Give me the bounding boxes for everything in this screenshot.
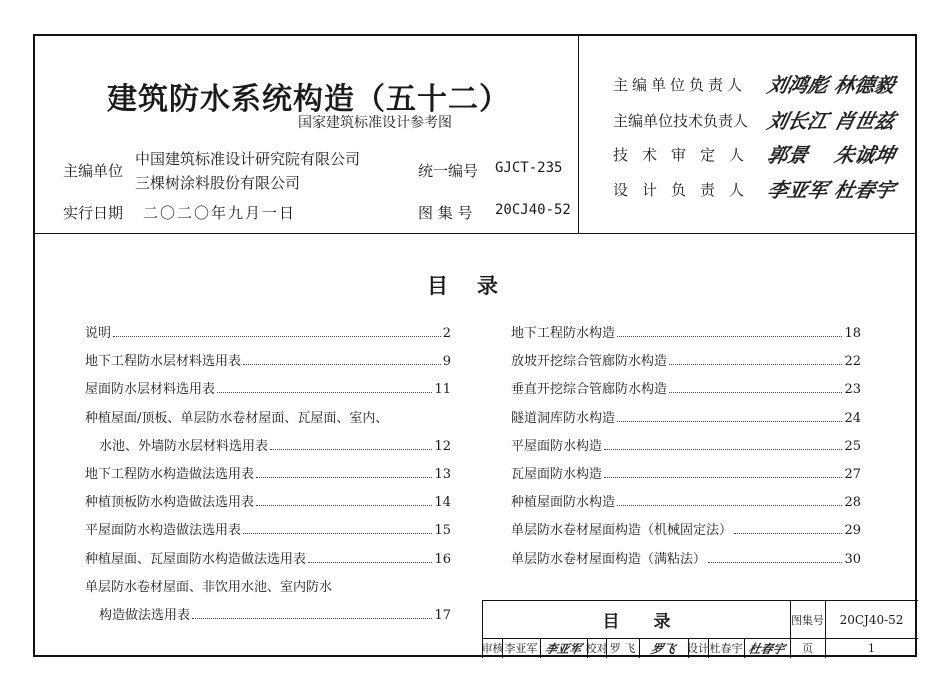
toc-entry-title: 构造做法选用表	[99, 608, 191, 623]
toc-entry-page: 23	[844, 382, 861, 398]
toc-entry	[85, 467, 451, 483]
toc-entry	[99, 439, 451, 455]
signature-1b: 林德毅	[832, 73, 898, 97]
toc-entry	[511, 326, 861, 342]
toc-entry	[85, 523, 451, 539]
signature-2a: 刘长江	[765, 109, 831, 133]
editor-unit-label: 主编单位	[63, 162, 124, 180]
toc-entry-title: 种植屋面防水构造	[511, 495, 616, 511]
toc-entry	[99, 608, 451, 624]
toc-entry	[85, 326, 451, 342]
toc-entry-page: 25	[844, 438, 861, 454]
toc-entry-title: 平屋面防水构造做法选用表	[85, 523, 242, 539]
toc-entry-title: 种植顶板防水构造做法选用表	[85, 495, 255, 511]
toc-entry-title: 垂直开挖综合管廊防水构造	[511, 382, 668, 398]
toc-leader-dots	[256, 477, 432, 478]
toc-entry	[511, 552, 861, 568]
toc-entry-page: 29	[844, 523, 861, 539]
checker-signature: 罗飞	[649, 641, 677, 656]
signature-4b: 杜春宇	[832, 178, 898, 202]
drawing-sheet	[33, 34, 917, 657]
toc-entry-title: 地下工程防水层材料选用表	[85, 354, 242, 370]
signature-3b: 朱诚坤	[832, 143, 898, 167]
toc-entry	[511, 411, 861, 427]
impl-date: 二〇二〇年九月一日	[143, 204, 297, 222]
toc-entry-title: 水池、外墙防水层材料选用表	[99, 438, 269, 454]
toc-entry-page: 16	[434, 551, 451, 567]
atlas-no-cell-label: 图集号	[791, 613, 824, 627]
toc-leader-dots	[669, 392, 842, 393]
toc-entry	[85, 411, 451, 427]
toc-entry	[511, 467, 861, 483]
toc-entry-title: 地下工程防水构造做法选用表	[85, 467, 255, 482]
atlas-title: 建筑防水系统构造（五十二）	[107, 82, 510, 117]
responsible-role-2: 主编单位技术负责人	[613, 112, 749, 130]
toc-entry-title: 种植屋面/顶板、单层防水卷材屋面、瓦屋面、室内、	[85, 410, 389, 426]
toc-leader-dots	[192, 618, 432, 619]
toc-entry	[85, 354, 451, 370]
toc-leader-dots	[217, 392, 432, 393]
toc-entry	[85, 382, 451, 398]
toc-entry	[511, 523, 861, 539]
page-label: 页	[802, 642, 813, 655]
editor-unit-1: 中国建筑标准设计研究院有限公司	[135, 150, 361, 168]
toc-entry	[511, 439, 861, 455]
toc-entry-page: 13	[434, 467, 451, 482]
header-block	[35, 36, 915, 234]
atlas-no-label: 图 集 号	[418, 204, 473, 222]
reviewer-name: 李亚军	[504, 642, 538, 655]
unified-no: GJCT-235	[495, 160, 563, 176]
atlas-no-cell: 20CJ40-52	[839, 612, 904, 627]
toc-entry-title: 单层防水卷材屋面构造（满粘法）	[511, 551, 707, 567]
toc-entry-page: 12	[434, 438, 451, 454]
toc-entry-page: 9	[442, 354, 451, 370]
designer-name: 杜春宇	[709, 642, 743, 655]
toc-entry	[511, 382, 861, 398]
toc-entry-title: 屋面防水层材料选用表	[85, 382, 216, 398]
designer-signature: 杜春宇	[747, 641, 787, 656]
toc-entry-page: 14	[434, 495, 451, 511]
toc-entry-page: 17	[434, 608, 451, 623]
toc-leader-dots	[243, 533, 432, 534]
toc-entry-title: 地下工程防水构造	[511, 326, 616, 341]
toc-leader-dots	[734, 533, 842, 534]
title-block	[482, 600, 918, 658]
toc-leader-dots	[604, 477, 842, 478]
toc-entry-title: 放坡开挖综合管廊防水构造	[511, 354, 668, 370]
design-label: 设计	[687, 642, 709, 655]
page-number: 1	[868, 641, 875, 655]
toc-entry-title: 瓦屋面防水构造	[511, 467, 603, 482]
signature-1a: 刘鸿彪	[765, 73, 831, 97]
toc-title: 目 录	[427, 274, 502, 298]
toc-entry-page: 18	[844, 326, 861, 341]
toc-entry-page: 15	[434, 523, 451, 539]
responsible-role-1: 主编单位负责人	[613, 76, 747, 94]
signature-3a: 郭景	[765, 143, 811, 167]
toc-leader-dots	[617, 505, 842, 506]
toc-leader-dots	[113, 336, 441, 337]
toc-entry-title: 隧道洞库防水构造	[511, 410, 616, 426]
signature-2b: 肖世兹	[832, 109, 898, 133]
toc-leader-dots	[308, 562, 432, 563]
responsible-role-4: 设计负责人	[613, 181, 759, 199]
toc-entry-title: 说明	[85, 326, 112, 341]
toc-leader-dots	[708, 562, 842, 563]
toc-leader-dots	[243, 364, 441, 365]
toc-leader-dots	[669, 364, 842, 365]
toc-entry-page: 28	[844, 495, 861, 511]
toc-entry-page: 24	[844, 410, 861, 426]
checker-name: 罗 飞	[609, 642, 636, 655]
toc-entry-page: 22	[844, 354, 861, 370]
responsible-role-3: 技术审定人	[613, 146, 759, 164]
toc-entry	[85, 552, 451, 568]
toc-entry	[511, 495, 861, 511]
editor-unit-2: 三棵树涂料股份有限公司	[135, 174, 301, 192]
reviewer-signature: 李亚军	[543, 641, 583, 656]
toc-entry-page: 11	[434, 382, 451, 398]
toc-leader-dots	[604, 449, 842, 450]
check-label: 校对	[585, 642, 608, 655]
toc-entry-page: 27	[844, 467, 861, 482]
toc-entry-title: 单层防水卷材屋面构造（机械固定法）	[511, 523, 733, 539]
toc-entry-page: 30	[844, 551, 861, 567]
toc-entry	[85, 580, 451, 596]
unified-no-label: 统一编号	[418, 162, 479, 180]
toc-leader-dots	[617, 336, 842, 337]
toc-leader-dots	[270, 449, 432, 450]
toc-leader-dots	[256, 505, 432, 506]
toc-entry	[511, 354, 861, 370]
signature-4a: 李亚军	[765, 178, 831, 202]
toc-entry-title: 单层防水卷材屋面、非饮用水池、室内防水	[85, 579, 333, 595]
toc-leader-dots	[617, 421, 842, 422]
header-divider	[578, 36, 579, 233]
toc-entry-page: 2	[442, 326, 451, 341]
review-label: 审核	[481, 642, 504, 655]
atlas-subtitle: 国家建筑标准设计参考图	[298, 115, 452, 131]
atlas-no: 20CJ40-52	[495, 202, 571, 218]
toc-entry	[85, 495, 451, 511]
toc-entry-title: 平屋面防水构造	[511, 438, 603, 454]
toc-entry-title: 种植屋面、瓦屋面防水构造做法选用表	[85, 551, 307, 567]
sheet-title: 目 录	[602, 612, 671, 632]
impl-date-label: 实行日期	[63, 204, 124, 222]
